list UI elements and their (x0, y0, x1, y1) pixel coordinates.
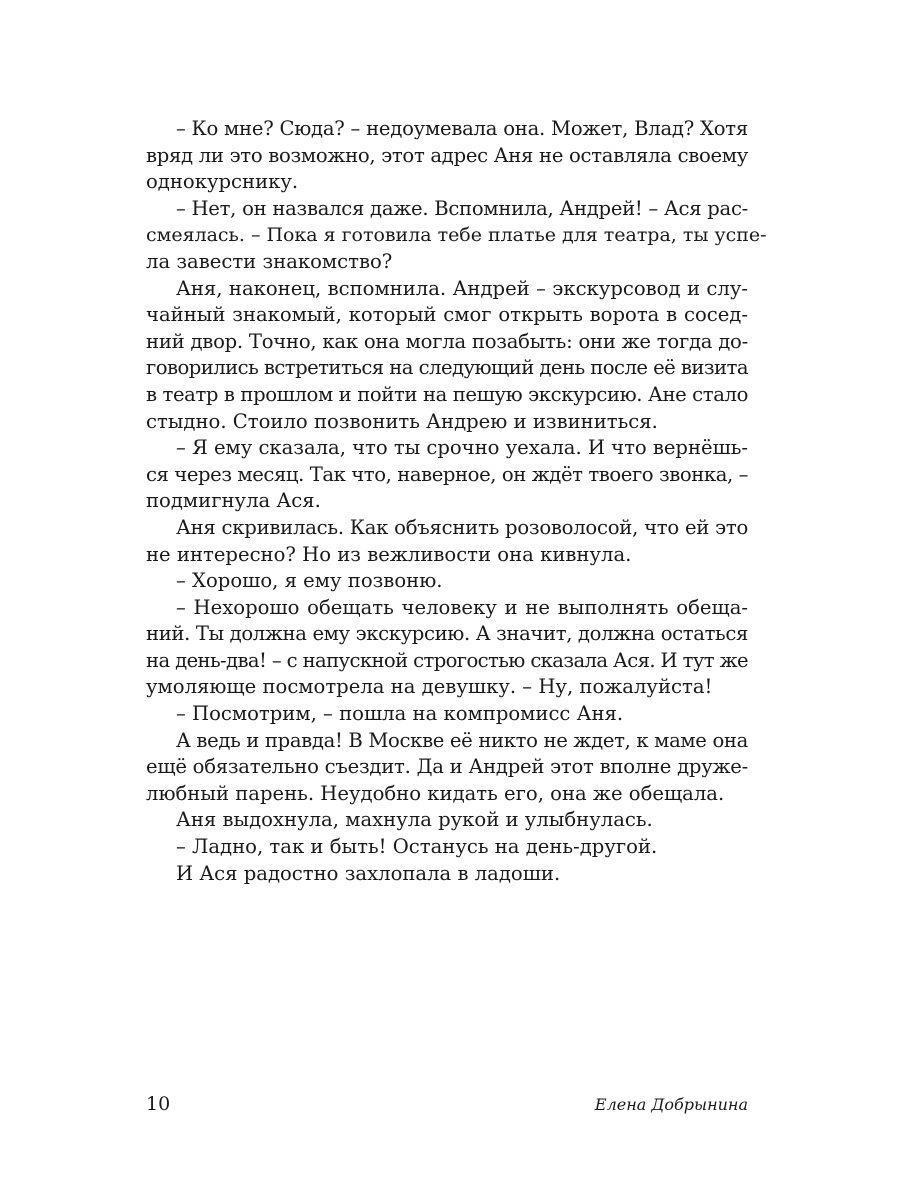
text-line: чайный знакомый, который смог открыть ворота в сосед- (146, 303, 748, 327)
text-line: – Нет, он назвался даже. Вспомнила, Андрей! – Ася рас- (176, 196, 748, 220)
text-line: ний двор. Точно, как она могла позабыть: они же тогда до- (146, 329, 748, 353)
running-footer-author: Елена Добрынина (594, 1095, 748, 1114)
paragraph (146, 196, 767, 276)
paragraph (146, 861, 748, 888)
text-line: однокурснику. (146, 170, 299, 194)
text-line: вряд ли это возможно, этот адрес Аня не оставляла своему (146, 143, 748, 167)
text-line: умоляюще посмотрела на девушку. – Ну, пожалуйста! (146, 675, 713, 699)
paragraph (146, 116, 748, 196)
paragraph (146, 728, 748, 808)
text-line: – Я ему сказала, что ты срочно уехала. И что вернёшь- (176, 436, 748, 460)
text-line: А ведь и правда! В Москве её никто не ждет, к маме она (176, 728, 748, 752)
paragraph (146, 435, 748, 515)
paragraph (146, 834, 748, 861)
text-line: Аня выдохнула, махнула рукой и улыбнулась. (176, 808, 653, 832)
text-line: ся через месяц. Так что, наверное, он ждёт твоего звонка, – (146, 462, 748, 486)
text-line: Аня, наконец, вспомнила. Андрей – экскурсовод и слу- (176, 276, 748, 300)
paragraph (146, 276, 748, 436)
text-line: смеялась. – Пока я готовила тебе платье для театра, ты успе- (146, 224, 767, 247)
paragraph (146, 595, 748, 701)
text-line: – Хорошо, я ему позвоню. (176, 569, 443, 593)
text-line: не интересно? Но из вежливости она кивнула. (146, 542, 632, 566)
page-body-text (146, 116, 767, 887)
paragraph (146, 807, 748, 834)
paragraph (146, 701, 748, 728)
text-line: подмигнула Ася. (146, 489, 321, 513)
text-line: говорились встретиться на следующий день после её визита (146, 356, 748, 380)
text-line: в театр в прошлом и пойти на пешую экскурсию. Ане стало (146, 382, 749, 406)
text-line: – Ко мне? Сюда? – недоумевала она. Может, Влад? Хотя (176, 117, 748, 140)
text-line: любный парень. Неудобно кидать его, она же обещала. (146, 781, 725, 805)
text-line: ла завести знакомство? (146, 249, 393, 273)
paragraph (146, 515, 748, 568)
text-line: И Ася радостно захлопала в ладоши. (176, 861, 561, 885)
page-number: 10 (146, 1093, 171, 1115)
text-line: – Ладно, так и быть! Останусь на день-другой. (176, 835, 658, 859)
text-line: на день-два! – с напускной строгостью сказала Ася. И тут же (146, 648, 748, 672)
text-line: Аня скривилась. Как объяснить розоволосой, что ей это (176, 515, 748, 539)
paragraph (146, 568, 748, 595)
text-line: ещё обязательно съездит. Да и Андрей этот вполне друже- (146, 755, 748, 779)
text-line: стыдно. Стоило позвонить Андрею и извиниться. (146, 409, 658, 433)
text-line: – Нехорошо обещать человеку и не выполнять обеща- (176, 595, 748, 619)
text-line: – Посмотрим, – пошла на компромисс Аня. (176, 702, 624, 726)
page-footer (146, 1093, 748, 1123)
text-line: ний. Ты должна ему экскурсию. А значит, должна остаться (146, 622, 748, 646)
